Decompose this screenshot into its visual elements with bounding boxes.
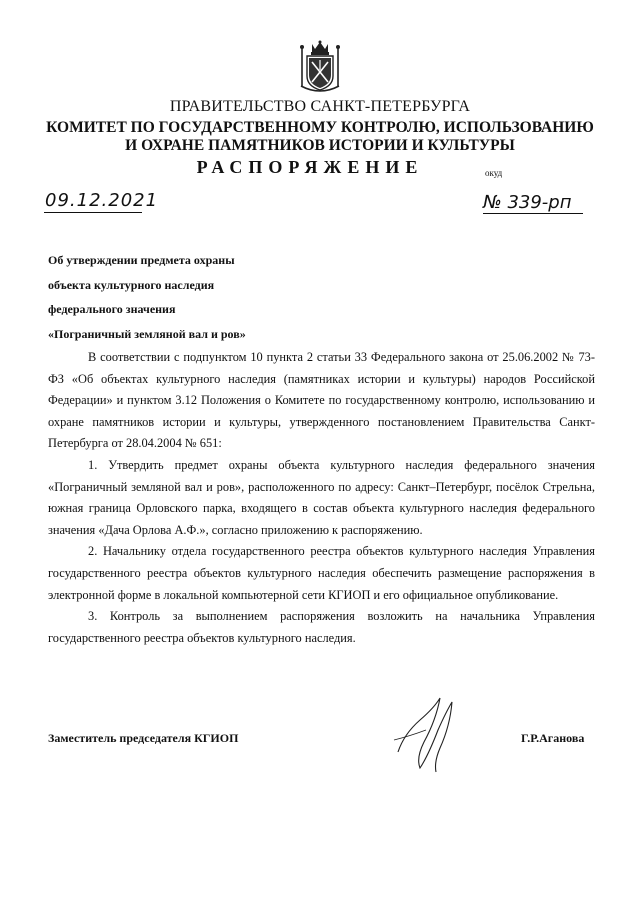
date-underline xyxy=(44,212,142,213)
signer-position: Заместитель председателя КГИОП xyxy=(48,731,239,745)
committee-name-line2: И ОХРАНЕ ПАМЯТНИКОВ ИСТОРИИ И КУЛЬТУРЫ xyxy=(125,137,515,154)
subject-line3: федерального значения xyxy=(48,302,176,316)
document-body xyxy=(48,347,595,649)
preamble-paragraph: В соответствии с подпунктом 10 пункта 2 статьи 33 Федерального закона от 25.06.2002 № 73-ФЗ «Об объектах культурного наследия (памятниках истории и культуры) народов Российской Федерации» и пунктом 3.12 Положения о Комитете по государственному контролю, использованию и охране памятников истории и культуры, утвержденного постановлением Правительства Санкт-Петербурга от 28.04.2004 № 651: xyxy=(48,350,595,451)
item-1-paragraph: 1. Утвердить предмет охраны объекта культурного наследия федерального значения «Пограничный земляной вал и ров», расположенного по адресу: Санкт–Петербург, посёлок Стрельна, южная граница Орловского парка, входящего в состав объекта культурного наследия федерального значения «Дача Орлова А.Ф.», согласно приложению к распоряжению. xyxy=(48,457,595,537)
government-name: ПРАВИТЕЛЬСТВО САНКТ-ПЕТЕРБУРГА xyxy=(169,98,471,115)
okud-label: окуд xyxy=(485,168,503,178)
item-2-paragraph: 2. Начальнику отдела государственного реестра объектов культурного наследия Управления государственного реестра объектов культурного наследия обеспечить размещение распоряжения в электронной форме в локальной компьютерной сети КГИОП и его официальное опубликование. xyxy=(48,544,595,602)
document-subject xyxy=(48,248,246,346)
subject-line4: «Пограничный земляной вал и ров» xyxy=(48,326,246,341)
document-date: 09.12.2021 xyxy=(45,190,159,211)
signer-name: Г.Р.Аганова xyxy=(521,731,585,745)
document-number: № 339-рп xyxy=(483,192,572,213)
number-underline xyxy=(483,213,583,214)
coat-of-arms-icon xyxy=(297,40,343,94)
item-3-paragraph: 3. Контроль за выполнением распоряжения возложить на начальника Управления государственного реестра объектов культурного наследия. xyxy=(48,609,595,645)
handwritten-signature xyxy=(390,690,470,780)
subject-line2: объекта культурного наследия xyxy=(48,277,215,292)
committee-name-line1: КОМИТЕТ ПО ГОСУДАРСТВЕННОМУ КОНТРОЛЮ, ИСПОЛЬЗОВАНИЮ xyxy=(46,119,594,136)
committee-name xyxy=(0,119,640,155)
subject-line1: Об утверждении предмета охраны xyxy=(48,253,235,267)
document-type-title: РАСПОРЯЖЕНИЕ xyxy=(196,157,424,177)
